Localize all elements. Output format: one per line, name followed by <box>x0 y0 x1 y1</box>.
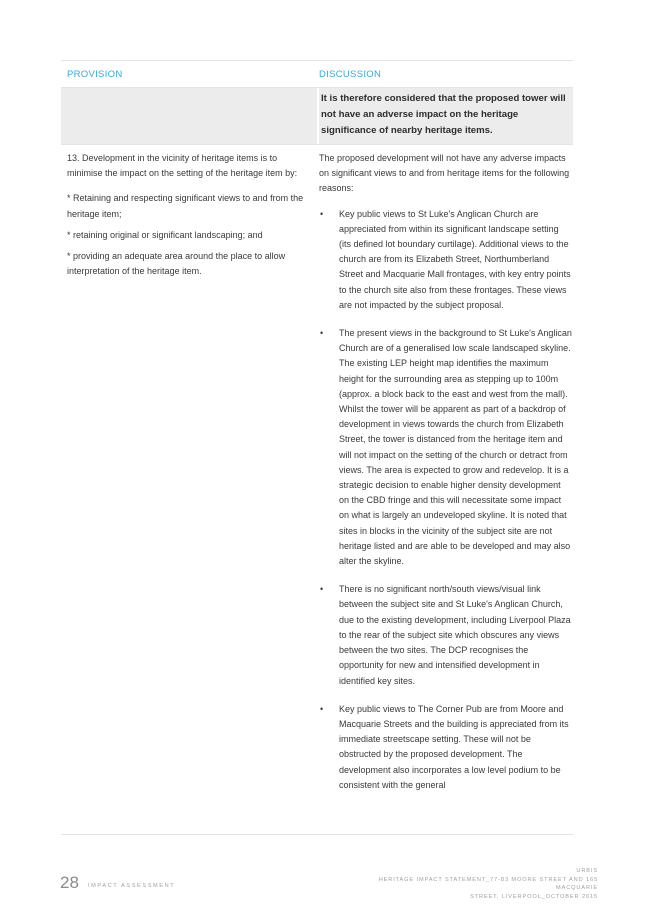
discussion-cell <box>317 145 573 833</box>
bullet-icon: • <box>320 208 324 219</box>
bullet-icon: • <box>320 584 324 595</box>
bullet-text: There is no significant north/south views/visual link between the subject site and St Luke's Anglican Church, due to the existing development, including Liverpool Plaza to the rear of the subject site which obscures any views between the two sites. The DCP recognises the opportunity for new and intensified development in identified key sites. <box>339 584 571 686</box>
list-item <box>319 702 573 793</box>
discussion-header: DISCUSSION <box>319 69 382 80</box>
brand-name: URBIS <box>576 868 598 874</box>
footer-document-info <box>338 867 598 901</box>
section-title: IMPACT ASSESSMENT <box>88 883 176 889</box>
summary-row <box>61 88 573 145</box>
doc-title-line-1: HERITAGE IMPACT STATEMENT_77-83 MOORE STREET AND 165 MACQUARIE <box>378 876 598 891</box>
list-item <box>319 326 573 569</box>
discussion-intro: The proposed development will not have any adverse impacts on significant views to and from heritage items for the following reasons: <box>319 153 570 194</box>
provision-item: * retaining original or significant landscaping; and <box>67 229 263 240</box>
provision-cell <box>61 145 317 833</box>
provision-item: * Retaining and respecting significant views to and from the heritage item; <box>67 193 304 219</box>
table-row <box>61 145 573 833</box>
table-bottom-divider <box>61 834 573 835</box>
bullet-text: The present views in the background to St Luke's Anglican Church are of a generalised low scale landscaped skyline. The existing LEP height map identifies the maximum height for the surrounding area as stepping up to 100m (approx. a block back to the east and west from the mall). Whilst the tower will be apparent as part of a backdrop of development in views towards the church from Elizabeth Street, the tower is distanced from the heritage item and will not impact on the setting of the church or detract from views. The area is expected to grow and redevelop. It is a strategic decision to enable higher density development on the CBD fringe and this will necessitate some impact on what is largely an undeveloped skyline. It is noted that sites in blocks in the vicinity of the subject site are not heritage listed and are able to be developed and may also alter the skyline. <box>339 328 572 567</box>
bullet-text: Key public views to St Luke's Anglican Church are appreciated from within its significant landscape setting (its defined lot boundary curtilage). Additional views to the church are from its Elizabeth Street, Northumberland Street and Macquarie Mall frontages, with key entry points to the church site also from these frontages. These views are not impacted by the subject proposal. <box>339 208 571 310</box>
list-item <box>319 207 573 313</box>
summary-text: It is therefore considered that the proposed tower will not have an adverse impact on the heritage significance of nearby heritage items. <box>319 88 573 144</box>
provision-item: * providing an adequate area around the place to allow interpretation of the heritage item. <box>67 251 286 277</box>
bullet-icon: • <box>320 703 324 714</box>
doc-title-line-2: STREET, LIVERPOOL_OCTOBER 2015 <box>470 893 598 900</box>
bullet-icon: • <box>320 328 324 339</box>
bullet-text: Key public views to The Corner Pub are from Moore and Macquarie Streets and the building is appreciated from its immediate streetscape setting. These will not be obstructed by the proposed development. The development also incorporates a low level podium to be consistent with the general <box>339 703 569 790</box>
provision-intro: 13. Development in the vicinity of heritage items is to minimise the impact on the setting of the heritage item by: <box>67 153 298 179</box>
discussion-bullet-list <box>319 207 573 793</box>
list-item <box>319 582 573 688</box>
summary-empty-cell <box>61 88 317 144</box>
provision-header: PROVISION <box>67 69 123 80</box>
provision-discussion-table <box>61 60 573 833</box>
page-number: 28 <box>60 873 79 892</box>
table-header-row <box>61 61 573 88</box>
